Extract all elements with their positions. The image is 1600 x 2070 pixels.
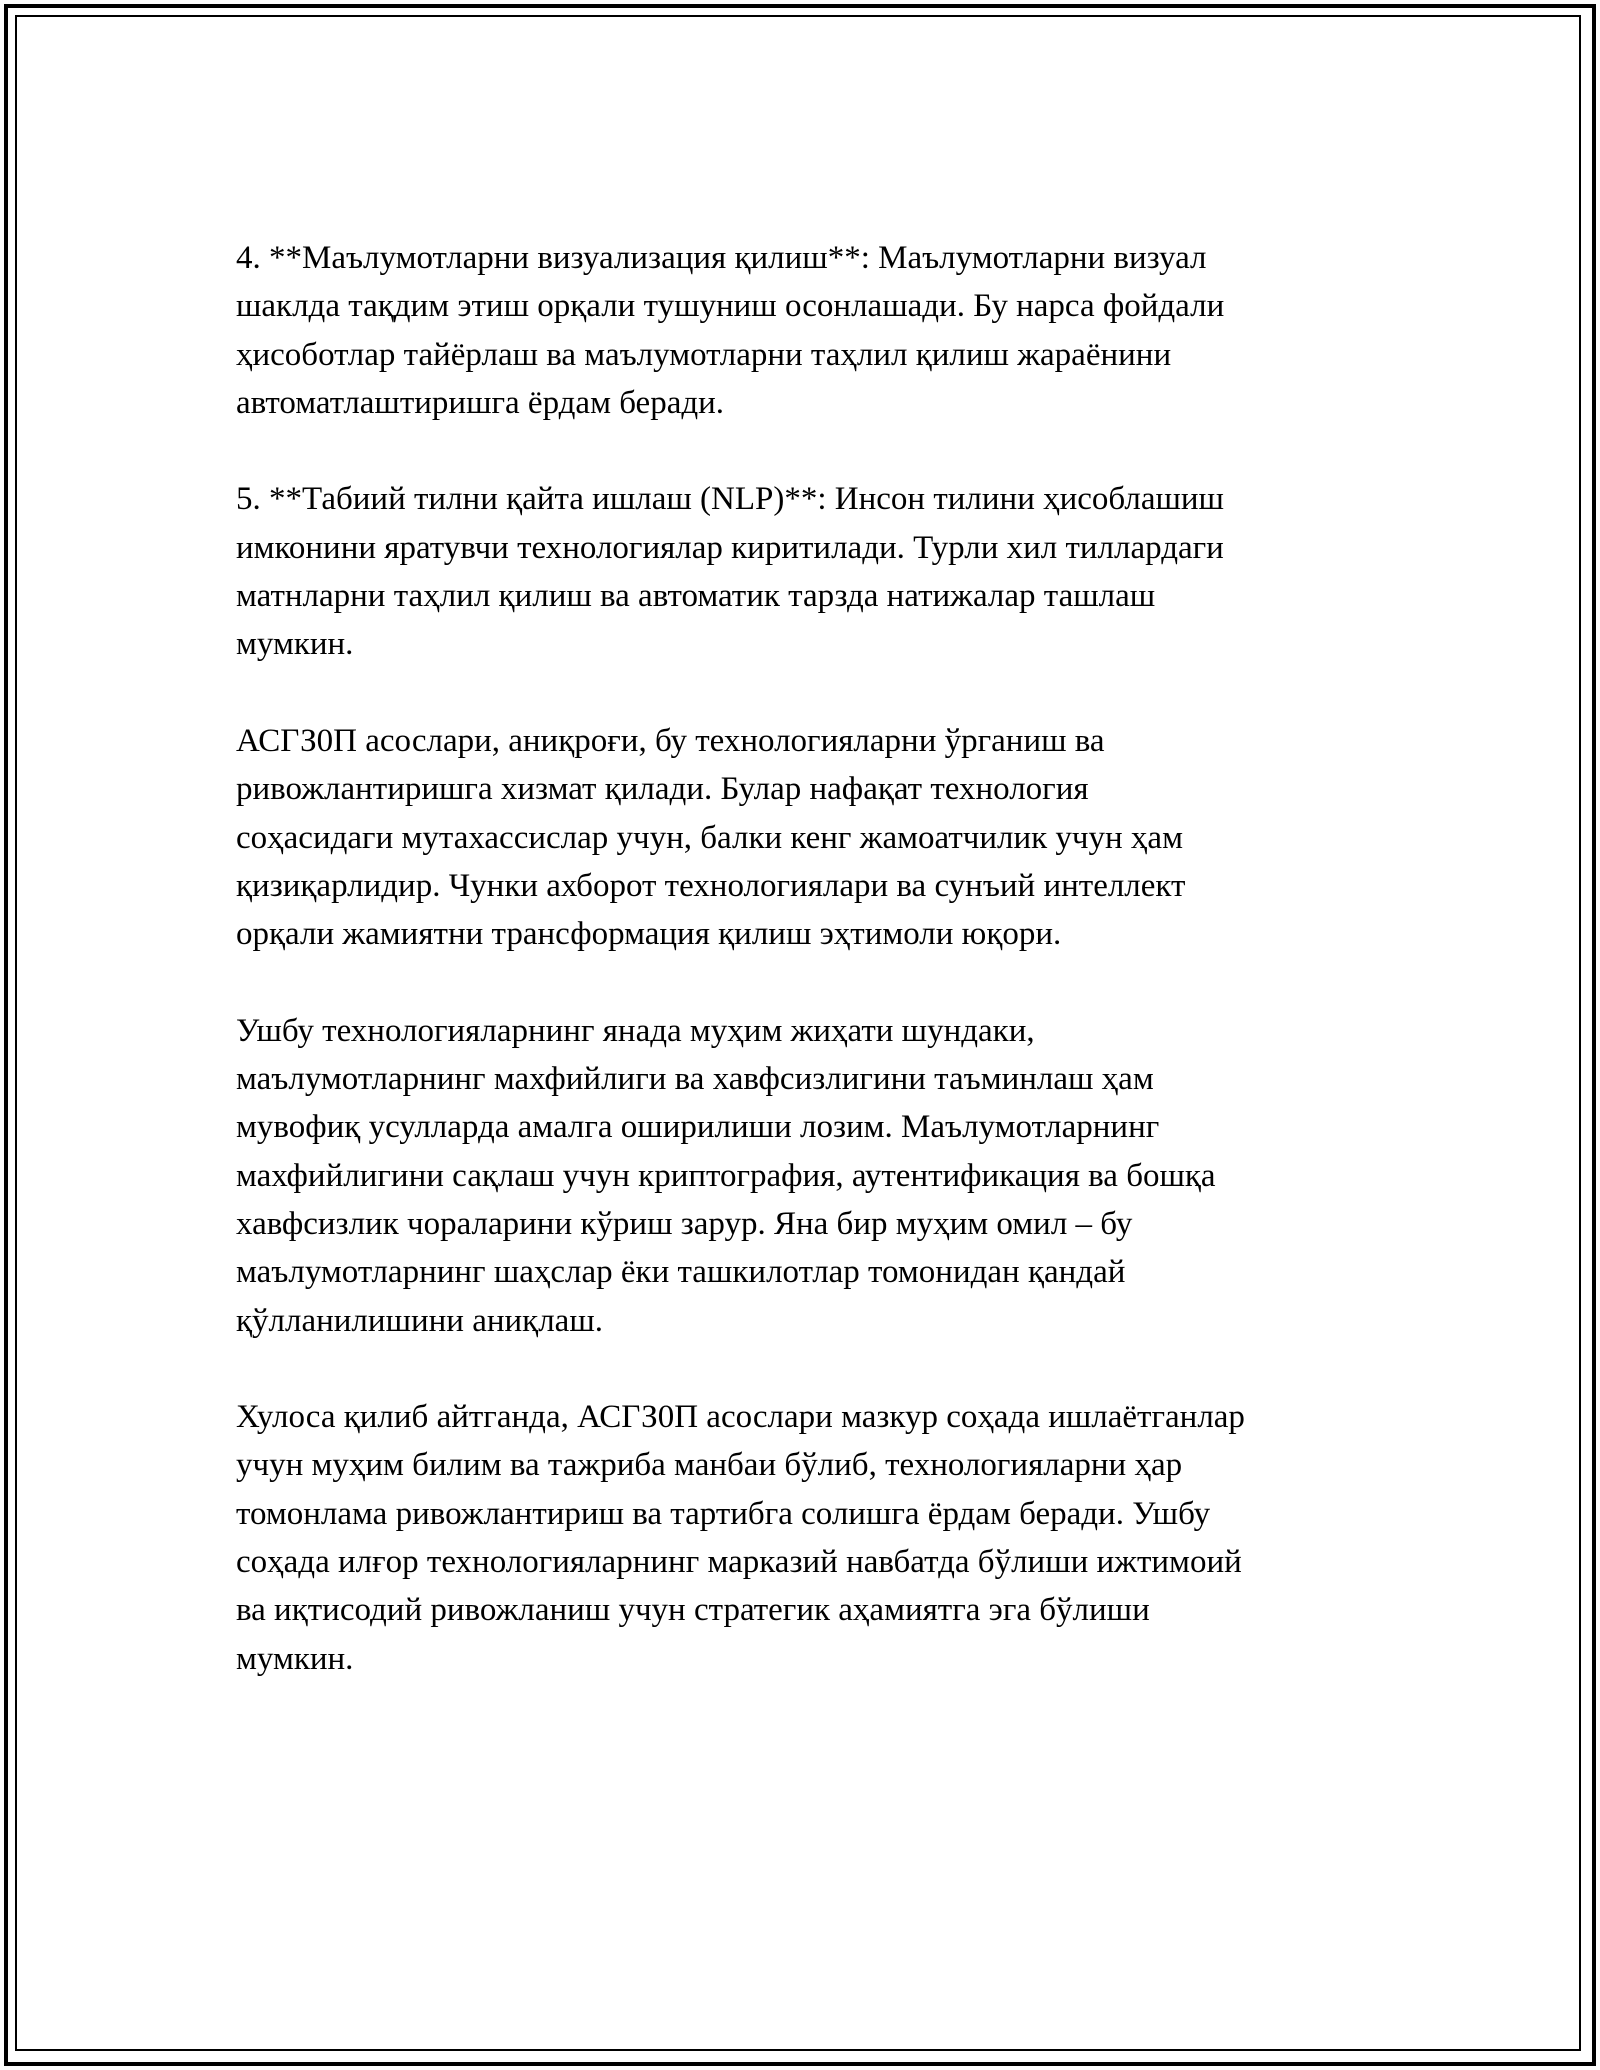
- paragraph-data-visualization: 4. **Маълумотларни визуализация қилиш**: Маълумотларни визуал шаклда тақдим этиш орқали тушуниш осонлашади. Бу нарса фойдали ҳисоботлар тайёрлаш ва маълумотларни таҳлил қилиш жараёнини автоматлаштиришга ёрдам беради.: [236, 240, 1225, 421]
- paragraph-privacy-security: Ушбу технологияларнинг янада муҳим жиҳати шундаки, маълумотларнинг махфийлиги ва хавфсизлигини таъминлаш ҳам мувофиқ усулларда амалга оширилиши лозим. Маълумотларнинг махфийлигини сақлаш учун криптография, аутентификация ва бошқа хавфсизлик чораларини кўриш зарур. Яна бир муҳим омил – бу маълумотларнинг шаҳслар ёки ташкилотлар томонидан қандай қўлланилишини аниқлаш.: [236, 1012, 1216, 1339]
- paragraph-asgzop-fundamentals: АСГЗ0П асослари, аниқроғи, бу технологияларни ўрганиш ва ривожлантиришга хизмат қилади. Булар нафақат технология соҳасидаги мутахассислар учун, балки кенг жамоатчилик учун ҳам қизиқарлидир. Чунки ахборот технологиялари ва сунъий интеллект орқали жамиятни трансформация қилиш эҳтимоли юқори.: [236, 722, 1186, 953]
- paragraph-nlp: 5. **Табиий тилни қайта ишлаш (NLP)**: Инсон тилини ҳисоблашиш имконини яратувчи технологиялар киритилади. Турли хил тиллардаги матнларни таҳлил қилиш ва автоматик тарзда натижалар ташлаш мумкин.: [236, 481, 1224, 663]
- paragraph-conclusion: Хулоса қилиб айтганда, АСГЗ0П асослари мазкур соҳада ишлаётганлар учун муҳим билим ва тажриба манбаи бўлиб, технологияларни ҳар томонлама ривожлантириш ва тартибга солишга ёрдам беради. Ушбу соҳада илғор технологияларнинг марказий навбатда бўлиши ижтимоий ва иқтисодий ривожланиш учун стратегик аҳамиятга эга бўлиши мумкин.: [236, 1399, 1245, 1677]
- document-body: [236, 234, 1376, 1683]
